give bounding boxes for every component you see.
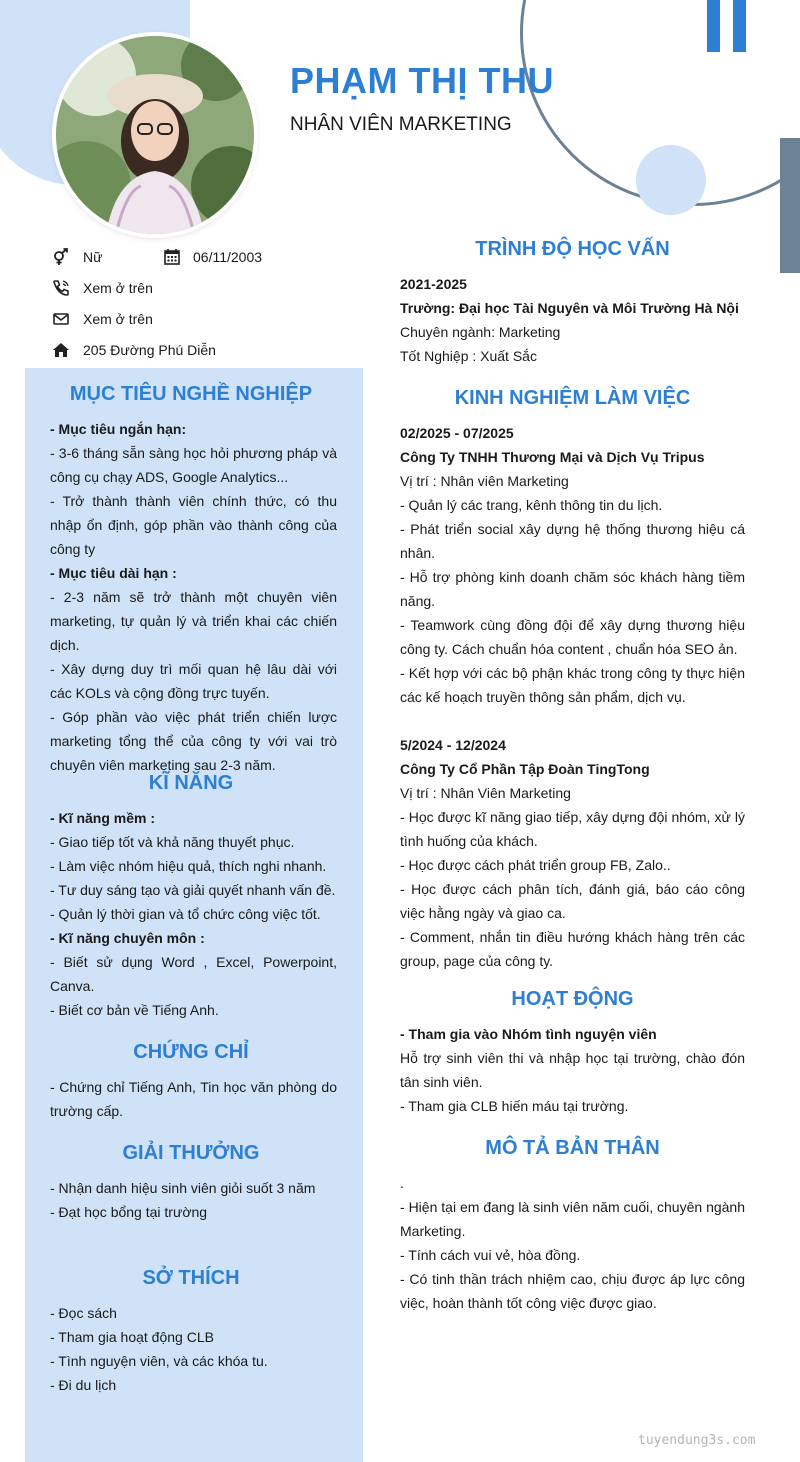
body-text: - Teamwork cùng đồng đội để xây dựng thương hiệu công ty. Cách chuẩn hóa content , chuẩn hóa SEO ản. <box>400 617 745 657</box>
education-list <box>400 272 745 368</box>
section-title-about: MÔ TẢ BẢN THÂN <box>485 1137 660 1159</box>
body-text: - Tình nguyện viên, và các khóa tu. <box>50 1353 268 1369</box>
subheading-text: - Tham gia vào Nhóm tình nguyện viên <box>400 1026 657 1042</box>
body-text: - Học được cách phân tích, đánh giá, báo cáo công việc hằng ngày và giao ca. <box>400 881 745 921</box>
subheading-text: 5/2024 - 12/2024 <box>400 737 506 753</box>
watermark: tuyendung3s.com <box>638 1433 756 1448</box>
experience-list <box>400 421 745 973</box>
body-text: - Góp phần vào việc phát triển chiến lược marketing tổng thể của công ty với vai trò chuyên viên marketing sau 2-3 năm. <box>50 709 337 773</box>
decor-circle <box>636 145 706 215</box>
body-text: - Kết hợp với các bộ phận khác trong công ty thực hiện các kế hoạch truyền thông sản phẩm, dịch vụ. <box>400 665 745 705</box>
address-value: 205 Đường Phú Diễn <box>83 342 216 358</box>
skills-list <box>50 806 337 1022</box>
body-text: - 2-3 năm sẽ trở thành một chuyên viên marketing, tự quản lý và triển khai các chiến dịch. <box>50 589 337 653</box>
body-text: - Tham gia hoạt động CLB <box>50 1329 214 1345</box>
body-text: - Học được cách phát triển group FB, Zalo.. <box>400 857 671 873</box>
section-title-certificates: CHỨNG CHỈ <box>133 1041 249 1063</box>
body-text: - Chứng chỉ Tiếng Anh, Tin học văn phòng do trường cấp. <box>50 1079 337 1119</box>
body-text: - Có tinh thần trách nhiệm cao, chịu được áp lực công việc, hoàn thành tốt công việc được giao. <box>400 1271 745 1311</box>
body-text: - Hiện tại em đang là sinh viên năm cuối, chuyên ngành Marketing. <box>400 1199 745 1239</box>
body-text: - Hỗ trợ phòng kinh doanh chăm sóc khách hàng tiềm năng. <box>400 569 745 609</box>
body-text: - Tham gia CLB hiến máu tại trường. <box>400 1098 629 1114</box>
subheading-text: 02/2025 - 07/2025 <box>400 425 514 441</box>
activities-list <box>400 1022 745 1118</box>
section-title-experience: KINH NGHIỆM LÀM VIỆC <box>454 387 691 409</box>
about-list <box>400 1171 745 1315</box>
section-title-activities: HOẠT ĐỘNG <box>511 988 634 1010</box>
job-title: NHÂN VIÊN MARKETING <box>290 114 512 135</box>
section-title-skills: KĨ NĂNG <box>148 772 234 794</box>
subheading-text: - Kĩ năng chuyên môn : <box>50 930 205 946</box>
body-text: - Đi du lịch <box>50 1377 117 1393</box>
awards-list <box>50 1176 337 1224</box>
gender-icon <box>52 248 70 266</box>
subheading-text: Công Ty TNHH Thương Mại và Dịch Vụ Tripus <box>400 449 705 465</box>
body-text: . <box>400 1175 404 1191</box>
decor-bar <box>707 0 720 52</box>
subheading-text: - Mục tiêu ngắn hạn: <box>50 421 187 437</box>
objective-list <box>50 417 337 777</box>
body-text: - Tính cách vui vẻ, hòa đồng. <box>400 1247 581 1263</box>
body-text: - Quản lý thời gian và tổ chức công việc tốt. <box>50 906 321 922</box>
gender-value: Nữ <box>83 249 103 265</box>
body-text: - Biết cơ bản về Tiếng Anh. <box>50 1002 219 1018</box>
home-icon <box>52 341 70 359</box>
body-text: Hỗ trợ sinh viên thi và nhập học tại trường, chào đón tân sinh viên. <box>400 1050 745 1090</box>
body-text: Vị trí : Nhân viên Marketing <box>400 473 569 489</box>
decor-bar <box>733 0 746 52</box>
email-value: Xem ở trên <box>83 311 153 327</box>
candidate-name: PHẠM THỊ THU <box>290 60 554 101</box>
body-text <box>400 709 745 733</box>
section-title-objective: MỤC TIÊU NGHỀ NGHIỆP <box>69 383 313 405</box>
body-text: - Giao tiếp tốt và khả năng thuyết phục. <box>50 834 295 850</box>
body-text: - Nhận danh hiệu sinh viên giỏi suốt 3 năm <box>50 1180 316 1196</box>
birthday-value: 06/11/2003 <box>193 249 263 265</box>
body-text: - Làm việc nhóm hiệu quả, thích nghi nhanh. <box>50 858 327 874</box>
email-icon <box>52 310 70 328</box>
section-title-education: TRÌNH ĐỘ HỌC VẤN <box>475 238 670 260</box>
body-text: - Học được kĩ năng giao tiếp, xây dựng đội nhóm, xử lý tình huống của khách. <box>400 809 745 849</box>
body-text: - Tư duy sáng tạo và giải quyết nhanh vấn đề. <box>50 882 336 898</box>
body-text: Tốt Nghiệp : Xuất Sắc <box>400 348 537 364</box>
certificates-list <box>50 1075 337 1123</box>
body-text: Chuyên ngành: Marketing <box>400 324 561 340</box>
phone-value: Xem ở trên <box>83 280 153 296</box>
section-title-hobbies: SỞ THÍCH <box>142 1267 240 1289</box>
phone-icon <box>52 279 70 297</box>
section-title-awards: GIẢI THƯỞNG <box>122 1142 260 1164</box>
decor-side-bar <box>780 138 800 273</box>
body-text: - 3-6 tháng sẵn sàng học hỏi phương pháp và công cụ chạy ADS, Google Analytics... <box>50 445 337 485</box>
subheading-text: Công Ty Cổ Phần Tập Đoàn TingTong <box>400 761 650 777</box>
subheading-text: 2021-2025 <box>400 276 467 292</box>
body-text: - Biết sử dụng Word , Excel, Powerpoint, Canva. <box>50 954 337 994</box>
avatar <box>56 36 254 234</box>
calendar-icon <box>163 248 181 266</box>
body-text: - Đạt học bổng tại trường <box>50 1204 208 1220</box>
subheading-text: - Kĩ năng mềm : <box>50 810 156 826</box>
body-text: Vị trí : Nhân Viên Marketing <box>400 785 571 801</box>
body-text: - Xây dựng duy trì mối quan hệ lâu dài với các KOLs và cộng đồng trực tuyến. <box>50 661 337 701</box>
body-text: - Comment, nhắn tin điều hướng khách hàng trên các group, page của công ty. <box>400 929 745 969</box>
body-text: - Đọc sách <box>50 1305 117 1321</box>
subheading-text: - Mục tiêu dài hạn : <box>50 565 177 581</box>
body-text: - Quản lý các trang, kênh thông tin du lịch. <box>400 497 663 513</box>
body-text: - Phát triển social xây dựng hệ thống thương hiệu cá nhân. <box>400 521 745 561</box>
hobbies-list <box>50 1301 337 1397</box>
body-text: - Trở thành thành viên chính thức, có thu nhập ổn định, góp phần vào thành công của công ty <box>50 493 337 557</box>
subheading-text: Trường: Đại học Tài Nguyên và Môi Trường Hà Nội <box>400 300 739 316</box>
